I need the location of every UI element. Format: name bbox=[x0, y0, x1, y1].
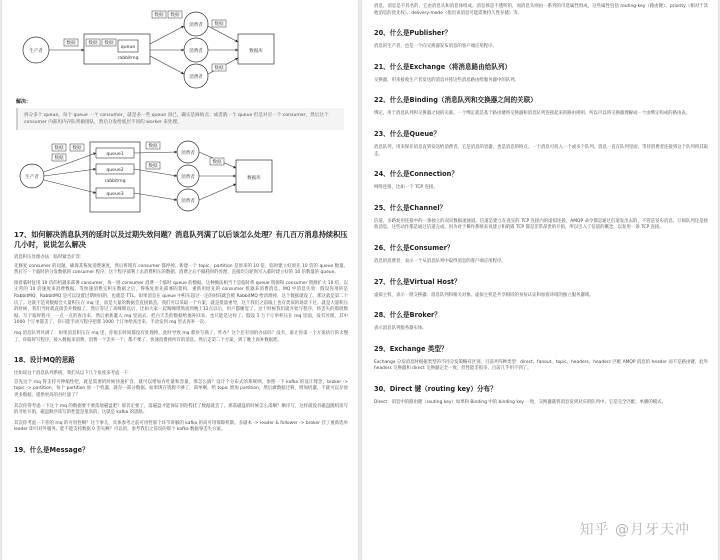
q17-paragraph-2: 先修复 consumer 的问题，确保其恢复消费速度，然后将现有 consumer 都停掉。新建一个 topic，partition 是原来的 10 倍，临时建立好原先 10 倍的 queue 数量。然后写一个临时的分发数据的 consumer 程序，这个程序部署上去消费积压的数据，消费之后不做耗时的处理，直接均匀轮询写入临时建立好的 10 倍数量的 queue。 bbox=[14, 263, 348, 276]
q24-paragraph: 网络连接，比如一个 TCP 连接。 bbox=[374, 185, 438, 191]
right-document-page bbox=[362, 0, 718, 560]
q17-heading: 17、如何解决消息队列的延时以及过期失效问题？消息队列满了以后该怎么处理？有几百万消息持续积压几小时，说说怎么解决 bbox=[14, 230, 348, 249]
data-chip-label: 数据 bbox=[170, 13, 180, 18]
consumer-label-2: 消费者 bbox=[181, 175, 195, 180]
q20-paragraph: 消息的生产者，也是一个向交换器发布消息的客户端应用程序。 bbox=[374, 44, 497, 50]
data-chip-label: 数据 bbox=[154, 13, 164, 18]
data-chip-label: 数据 bbox=[214, 22, 224, 27]
left-document-page bbox=[2, 0, 358, 560]
queue-to-consumer-arrow bbox=[134, 169, 177, 176]
producer-to-queue-arrow bbox=[44, 180, 96, 193]
queue-label-1: queue1 bbox=[106, 152, 124, 157]
q22-paragraph: 绑定，用于消息队列和交换器之间的关联。一个绑定就是基于路由键将交换器和消息队列连接起来的路由规则，所以可以将交换器理解成一个由绑定构成的路由表。 bbox=[374, 111, 691, 117]
consumer-to-db-arrow bbox=[208, 26, 238, 42]
q28-paragraph: 表示消息队列服务器实体。 bbox=[374, 326, 427, 332]
consumer-label-1: 消费者 bbox=[181, 151, 195, 156]
consumer-label-2: 消费者 bbox=[189, 49, 203, 54]
q18-paragraph-4: 其次你考虑一下你的 mq 的可用性啊？这个事儿，具体参考之前可用性那个环节讲解的 kafka 的高可用保障机制。多副本 -> leader & follower -> broker 挂了重新选举 leader 即可对外服务。能不能支持数据 0 丢失啊？可以的，参考我们之前说的那个 kafka 数据零丢失方案。 bbox=[14, 420, 348, 433]
q28-heading: 28、什么是Broker？ bbox=[374, 311, 441, 320]
q18-heading: 18、设计MQ的思路 bbox=[14, 356, 75, 365]
queue-to-consumer-arrow bbox=[134, 193, 177, 200]
single-queue-diagram bbox=[14, 4, 348, 96]
producer-to-queue-arrow bbox=[44, 169, 96, 176]
q27-heading: 27、什么是Virtual Host？ bbox=[374, 277, 461, 286]
queue-to-consumer-arrow bbox=[150, 26, 184, 44]
q19-heading: 19、什么是Message？ bbox=[14, 445, 89, 454]
data-chip-label: 数据 bbox=[54, 146, 64, 151]
data-chip-label: 数据 bbox=[212, 160, 222, 165]
queue-to-consumer-arrow bbox=[134, 152, 177, 153]
q25-paragraph: 信道，多路复用连接中的一条独立的双向数据流通道。信道是建立在真实的 TCP 连接内的虚拟连接，AMQP 命令都是通过信道发出去的，不管是发布消息、订阅队列还是接收消息，这些动作都是通过信道完成。因为对于操作系统来说建立和销毁 TCP 都是非常昂贵的开销，所以引入了信道的概念，以复用一条 TCP 连接。 bbox=[374, 218, 708, 231]
rabbitmq-label: rabbitmq bbox=[117, 56, 139, 61]
producer-label: 生产者 bbox=[25, 175, 39, 180]
q30-paragraph: Direct：消息中的路由键（routing key）如果和 Binding 中的 binding key 一致，交换器就将消息发到对应的队列中。它是完全匹配、单播的模式。 bbox=[374, 399, 666, 405]
q20-heading: 20、什么是Publisher？ bbox=[374, 29, 452, 38]
queue-label-2: queue2 bbox=[106, 168, 124, 173]
queue-label: queue bbox=[120, 45, 136, 50]
data-chip-label: 数据 bbox=[54, 156, 64, 161]
multi-queue-diagram bbox=[14, 132, 348, 220]
q29-heading: 29、Exchange 类型？ bbox=[374, 344, 448, 353]
q27-paragraph: 虚拟主机，表示一批交换器、消息队列和相关对象。虚拟主机是共享相同的身份认证和加密环境的独立服务器域。 bbox=[374, 292, 594, 298]
message-paragraph: 消息，消息是不具名的，它由消息头和消息体组成。消息体是不透明的，而消息头则由一系列的可选属性组成，这些属性包括 routing-key（路由键）、priority（相对于其他消息的优先权）、delivery-mode（指出该消息可能需要持久性存储）等。 bbox=[374, 4, 708, 16]
data-chip-label: 数据 bbox=[72, 146, 82, 151]
data-chip-label: 数据 bbox=[214, 66, 224, 71]
data-chip-label: 数据 bbox=[148, 144, 158, 149]
q26-paragraph: 消息的消费者，表示一个从消息队列中取得消息的客户端应用程序。 bbox=[374, 258, 506, 264]
consumer-label-3: 消费者 bbox=[189, 75, 203, 80]
consumer-label-1: 消费者 bbox=[189, 23, 203, 28]
q23-paragraph: 消息队列，用来保存消息直到发送给消费者。它是消息的容器，也是消息的终点。一个消息可投入一个或多个队列。消息一直在队列里面，等待消费者连接到这个队列将其取走。 bbox=[374, 144, 708, 157]
q30-heading: 30、Direct 键（routing key）分布？ bbox=[374, 384, 497, 393]
rabbitmq-label: rabbitmq bbox=[104, 179, 126, 184]
data-chip-label: 数据 bbox=[148, 164, 158, 169]
q26-heading: 26、什么是Consumer？ bbox=[374, 243, 454, 252]
q21-heading: 21、什么是Exchange（将消息路由给队列） bbox=[374, 62, 512, 71]
data-chip-label: 数据 bbox=[66, 41, 76, 46]
consumer-to-db-arrow bbox=[199, 184, 236, 200]
single-queue-diagram-svg bbox=[14, 4, 348, 96]
solution-quote bbox=[16, 108, 344, 130]
q23-heading: 23、什么是Queue？ bbox=[374, 129, 441, 138]
database-label: 数据库 bbox=[247, 176, 261, 181]
queue-label-3: queue3 bbox=[106, 192, 124, 197]
q22-heading: 22、什么是Binding（消息队列和交换器之间的关联） bbox=[374, 96, 537, 105]
q25-heading: 25、什么是Channel？ bbox=[374, 203, 447, 212]
q18-paragraph-2: 首先这个 mq 得支持可伸缩性吧，就是需要的时候快速扩容，就可以增加吞吐量和容量，那怎么搞？设计个分布式的系统呗，参照一下 kafka 的设计理念，broker -> topic -> partition，每个 partition 放一个机器，就存一部分数据。如果现在资源不够了，简单啊，给 topic 增加 partition，然后做数据迁移，增加机器，不就可以存放更多数据，提供更高的吞吐量了？ bbox=[14, 379, 348, 398]
data-chip-label: 数据 bbox=[104, 41, 114, 46]
queue-to-consumer-arrow bbox=[150, 56, 184, 74]
q17-paragraph-3: 接着临时征用 10 倍的机器来部署 consumer，每一批 consumer 消费一个临时 queue 的数据。这种做法相当于是临时将 queue 资源和 consumer 资源扩大 10 倍，以正常的 10 倍速度来消费数据。等快速消费完积压数据之后，得恢复原先部署的架构，重新用原先的 consumer 机器来消费消息。MQ 中消息失效：假设你用的是 RabbitMQ，RabbitMQ 是可以设置过期时间的，也就是 TTL。如果消息在 queue 中积压超过一定的时间就会被 RabbitMQ 给清理掉，这个数据就没了。那这就是第二个坑了。这就不是说数据会大量积压在 mq 里，而是大量的数据会直接搞丢。我们可以采取一个方案，就是批量重导，这个我们之前线上也有类似的场景干过。就是大量积压的时候，我们当时就直接丢弃数据了，然后等过了高峰期以后，比如大家一起喝咖啡熬夜到晚上12点以后，用户都睡觉了。这个时候我们就开始写程序，将丢失的那批数据，写个临时程序，一点一点的查出来，然后重新灌入 mq 里面去，把白天丢的数据给他补回来。也只能是这样了。假设 1 万个订单积压在 mq 里面，没有处理，其中 1000 个订单都丢了，你只能手动写程序把那 1000 个订单给查出来，手动发到 mq 里去再补一次。 bbox=[14, 280, 348, 326]
q17-paragraph-1: 消息积压处理办法：临时紧急扩容： bbox=[14, 255, 85, 260]
q21-paragraph: 交换器，用来接收生产者发送的消息并将这些消息路由给服务器中的队列。 bbox=[374, 77, 519, 83]
multi-queue-diagram-svg bbox=[14, 132, 348, 220]
solution-label: 解决： bbox=[16, 99, 32, 105]
q18-paragraph-3: 其次你得考虑一下这个 mq 的数据要不要落地磁盘吧？那肯定要了，落磁盘才能保证别进程挂了数据就丢了。那落磁盘的时候怎么落啊？顺序写，这样就没有磁盘随机读写的寻址开销，磁盘顺序读写的性能是很高的，这就是 kafka 的思路。 bbox=[14, 403, 348, 416]
producer-label: 生产者 bbox=[29, 49, 43, 54]
database-label: 数据库 bbox=[249, 49, 263, 54]
q17-paragraph-4: mq 消息队列块满了：如果消息积压在 mq 里，你很长时间都没有处理掉，此时导致 mq 都快写满了，咋办？这个还有别的办法吗？没有，谁让你第一个方案执行的太慢了，你临时写程序，接入数据来消费，消费一个丢弃一个，都不要了，快速消费掉所有的消息。然后走第二个方案，到了晚上再补数据吧。 bbox=[14, 330, 348, 343]
zhihu-watermark: 知乎 @月牙天冲 bbox=[579, 522, 690, 538]
solution-text: 拆分多个 queue，每个 queue 一个 consumer，就是多一些 queue 而已，确实是麻烦点；或者就一个 queue 但是对应一个 consumer，然后这个 consumer 内部用内存队列做排队，然后分发给底层不同的 worker 来处理。 bbox=[24, 113, 329, 125]
q29-paragraph: Exchange 分发消息时根据类型的不同分发策略有区别，目前共四种类型：direct、fanout、topic、headers。headers 匹配 AMQP 消息的 header 而不是路由键，此外 headers 交换器和 direct 交换器完全一致，但性能差很多，目前几乎用不到了。 bbox=[374, 359, 708, 372]
consumer-label-3: 消费者 bbox=[181, 199, 195, 204]
data-chip-label: 数据 bbox=[88, 41, 98, 46]
q18-paragraph-1: 比如说这个消息队列系统，我们从以下几个角度来考虑一下： bbox=[14, 371, 133, 377]
q24-heading: 24、什么是Connection？ bbox=[374, 170, 458, 179]
